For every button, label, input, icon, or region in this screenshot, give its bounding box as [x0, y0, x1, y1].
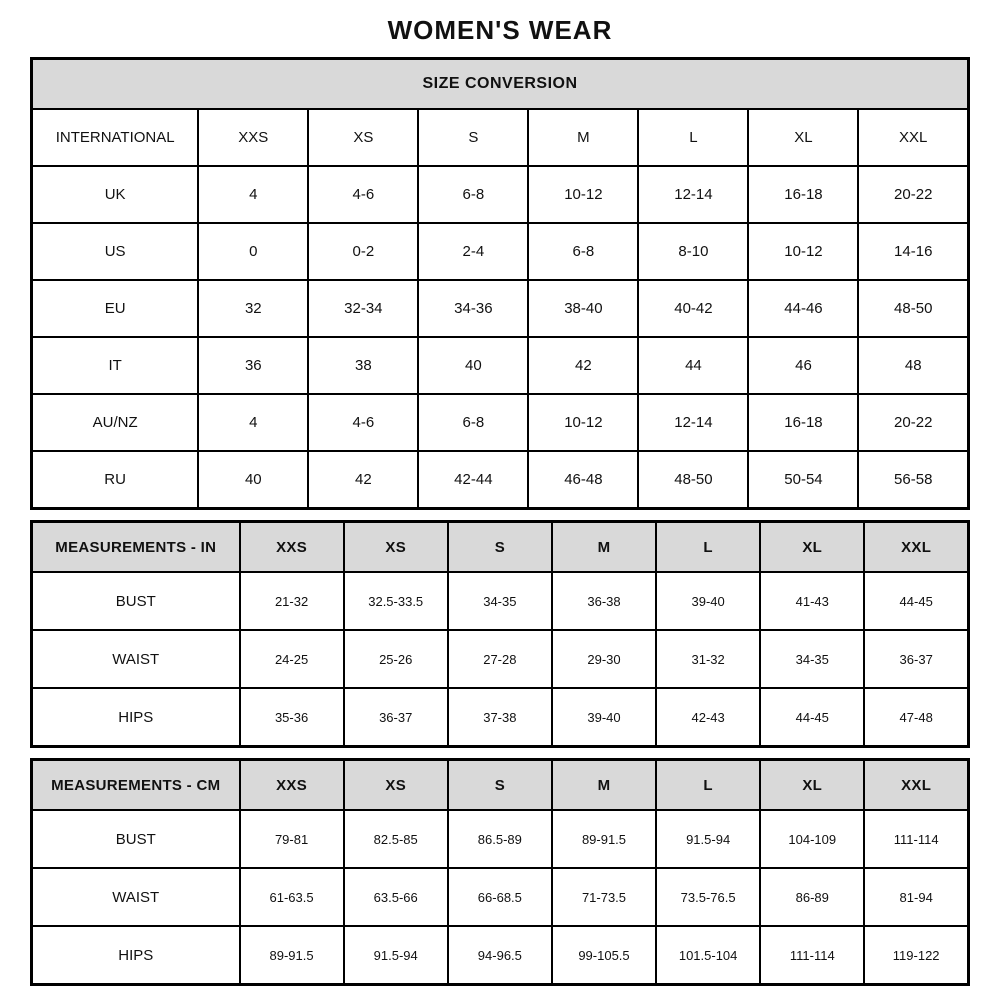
value-cell: 50-54	[748, 451, 858, 509]
value-cell: 40-42	[638, 280, 748, 337]
value-cell: 10-12	[528, 166, 638, 223]
value-cell: 73.5-76.5	[656, 868, 760, 926]
value-cell: 48-50	[858, 280, 968, 337]
value-cell: 89-91.5	[552, 810, 656, 868]
value-cell: 34-36	[418, 280, 528, 337]
column-header-row	[32, 522, 969, 573]
value-cell: 94-96.5	[448, 926, 552, 985]
size-column-header: M	[552, 522, 656, 573]
row-label: HIPS	[32, 688, 240, 747]
size-column-header: L	[656, 522, 760, 573]
region-column-header: INTERNATIONAL	[32, 109, 199, 166]
table-row	[32, 223, 969, 280]
value-cell: 14-16	[858, 223, 968, 280]
value-cell: 4-6	[308, 394, 418, 451]
column-header-row	[32, 760, 969, 811]
value-cell: 20-22	[858, 394, 968, 451]
value-cell: 119-122	[864, 926, 968, 985]
value-cell: 4	[198, 166, 308, 223]
value-cell: 42	[308, 451, 418, 509]
value-cell: 44-45	[864, 572, 968, 630]
value-cell: 42	[528, 337, 638, 394]
value-cell: 2-4	[418, 223, 528, 280]
row-label: BUST	[32, 572, 240, 630]
value-cell: 0-2	[308, 223, 418, 280]
table-title: SIZE CONVERSION	[32, 59, 969, 110]
table-title: MEASUREMENTS - IN	[32, 522, 240, 573]
value-cell: 36	[198, 337, 308, 394]
value-cell: 6-8	[528, 223, 638, 280]
size-conversion-table	[30, 57, 970, 510]
table-row	[32, 337, 969, 394]
table-row	[32, 280, 969, 337]
value-cell: 42-43	[656, 688, 760, 747]
value-cell: 16-18	[748, 394, 858, 451]
value-cell: 48	[858, 337, 968, 394]
value-cell: 6-8	[418, 394, 528, 451]
value-cell: 27-28	[448, 630, 552, 688]
table-row	[32, 394, 969, 451]
row-label: RU	[32, 451, 199, 509]
size-column-header: XS	[308, 109, 418, 166]
size-column-header: XXL	[864, 522, 968, 573]
value-cell: 89-91.5	[240, 926, 344, 985]
value-cell: 61-63.5	[240, 868, 344, 926]
value-cell: 39-40	[656, 572, 760, 630]
size-column-header: XXL	[858, 109, 968, 166]
value-cell: 63.5-66	[344, 868, 448, 926]
value-cell: 4	[198, 394, 308, 451]
value-cell: 38	[308, 337, 418, 394]
value-cell: 0	[198, 223, 308, 280]
value-cell: 34-35	[448, 572, 552, 630]
table-row	[32, 630, 969, 688]
table-row	[32, 810, 969, 868]
value-cell: 71-73.5	[552, 868, 656, 926]
value-cell: 81-94	[864, 868, 968, 926]
value-cell: 16-18	[748, 166, 858, 223]
value-cell: 101.5-104	[656, 926, 760, 985]
value-cell: 21-32	[240, 572, 344, 630]
table-row	[32, 451, 969, 509]
table-row	[32, 572, 969, 630]
value-cell: 82.5-85	[344, 810, 448, 868]
value-cell: 10-12	[748, 223, 858, 280]
value-cell: 40	[418, 337, 528, 394]
value-cell: 31-32	[656, 630, 760, 688]
size-chart-page	[30, 0, 970, 986]
value-cell: 32	[198, 280, 308, 337]
value-cell: 44	[638, 337, 748, 394]
size-column-header: XXS	[198, 109, 308, 166]
value-cell: 39-40	[552, 688, 656, 747]
table-title-row	[32, 59, 969, 110]
value-cell: 8-10	[638, 223, 748, 280]
row-label: WAIST	[32, 630, 240, 688]
value-cell: 66-68.5	[448, 868, 552, 926]
value-cell: 91.5-94	[656, 810, 760, 868]
table-row	[32, 688, 969, 747]
value-cell: 38-40	[528, 280, 638, 337]
row-label: US	[32, 223, 199, 280]
value-cell: 47-48	[864, 688, 968, 747]
value-cell: 46	[748, 337, 858, 394]
measurements-cm-table	[30, 758, 970, 986]
table-row	[32, 868, 969, 926]
size-column-header: XS	[344, 522, 448, 573]
value-cell: 86-89	[760, 868, 864, 926]
value-cell: 111-114	[864, 810, 968, 868]
size-column-header: XL	[748, 109, 858, 166]
value-cell: 91.5-94	[344, 926, 448, 985]
table-row	[32, 166, 969, 223]
size-column-header: L	[656, 760, 760, 811]
value-cell: 29-30	[552, 630, 656, 688]
value-cell: 79-81	[240, 810, 344, 868]
value-cell: 46-48	[528, 451, 638, 509]
row-label: WAIST	[32, 868, 240, 926]
value-cell: 41-43	[760, 572, 864, 630]
size-column-header: XL	[760, 760, 864, 811]
value-cell: 40	[198, 451, 308, 509]
table-title: MEASUREMENTS - CM	[32, 760, 240, 811]
value-cell: 104-109	[760, 810, 864, 868]
row-label: HIPS	[32, 926, 240, 985]
column-header-row	[32, 109, 969, 166]
size-column-header: XL	[760, 522, 864, 573]
value-cell: 86.5-89	[448, 810, 552, 868]
size-column-header: XXL	[864, 760, 968, 811]
row-label: IT	[32, 337, 199, 394]
value-cell: 20-22	[858, 166, 968, 223]
size-column-header: M	[528, 109, 638, 166]
value-cell: 37-38	[448, 688, 552, 747]
size-column-header: XXS	[240, 522, 344, 573]
size-column-header: M	[552, 760, 656, 811]
row-label: EU	[32, 280, 199, 337]
value-cell: 56-58	[858, 451, 968, 509]
value-cell: 35-36	[240, 688, 344, 747]
value-cell: 10-12	[528, 394, 638, 451]
measurements-in-table	[30, 520, 970, 748]
size-column-header: S	[418, 109, 528, 166]
value-cell: 44-46	[748, 280, 858, 337]
size-column-header: S	[448, 760, 552, 811]
value-cell: 36-37	[344, 688, 448, 747]
table-row	[32, 926, 969, 985]
value-cell: 24-25	[240, 630, 344, 688]
page-title: WOMEN'S WEAR	[387, 15, 613, 45]
row-label: UK	[32, 166, 199, 223]
row-label: AU/NZ	[32, 394, 199, 451]
value-cell: 12-14	[638, 166, 748, 223]
value-cell: 44-45	[760, 688, 864, 747]
value-cell: 25-26	[344, 630, 448, 688]
size-column-header: XXS	[240, 760, 344, 811]
size-column-header: XS	[344, 760, 448, 811]
value-cell: 4-6	[308, 166, 418, 223]
size-column-header: L	[638, 109, 748, 166]
value-cell: 34-35	[760, 630, 864, 688]
value-cell: 42-44	[418, 451, 528, 509]
value-cell: 36-37	[864, 630, 968, 688]
value-cell: 48-50	[638, 451, 748, 509]
value-cell: 6-8	[418, 166, 528, 223]
size-column-header: S	[448, 522, 552, 573]
value-cell: 36-38	[552, 572, 656, 630]
value-cell: 111-114	[760, 926, 864, 985]
row-label: BUST	[32, 810, 240, 868]
value-cell: 32.5-33.5	[344, 572, 448, 630]
value-cell: 12-14	[638, 394, 748, 451]
value-cell: 99-105.5	[552, 926, 656, 985]
value-cell: 32-34	[308, 280, 418, 337]
